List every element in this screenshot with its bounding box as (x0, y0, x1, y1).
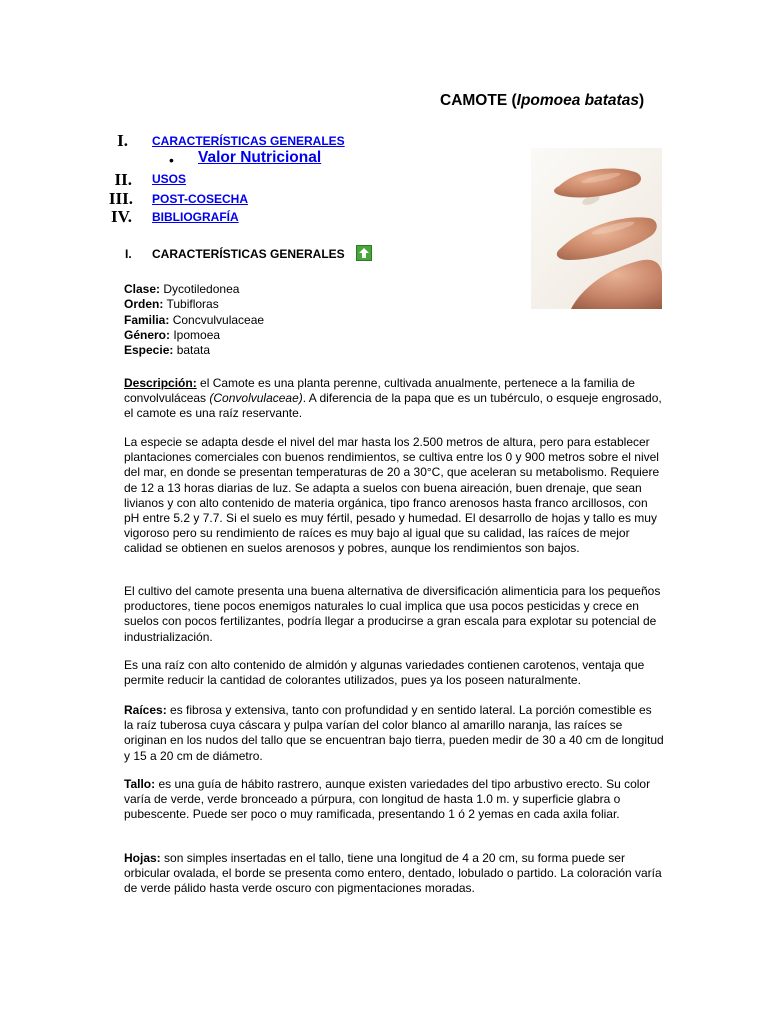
hojas-label: Hojas: (124, 851, 161, 865)
toc-sub-bullet: • (169, 152, 174, 168)
toc-num: III. (108, 189, 133, 208)
toc-link-post-cosecha[interactable]: POST-COSECHA (152, 192, 249, 206)
taxonomy-list (124, 282, 264, 358)
hojas-text: son simples insertadas en el tallo, tiene una longitud de 4 a 20 cm, su forma puede ser orbicular ovalada, el borde se presenta como entero, dentado, lobulado o partido. La coloración varía de verde pálido hasta verde oscuro con pigmentaciones moradas. (124, 851, 662, 896)
taxonomy-row (124, 343, 264, 358)
sweet-potato-photo (531, 148, 662, 309)
toc-link-usos[interactable]: USOS (152, 172, 187, 186)
title-close: ) (638, 92, 645, 109)
taxonomy-label: Familia: (124, 312, 170, 327)
description-paragraph (124, 376, 664, 422)
title-main: CAMOTE ( (440, 92, 517, 109)
section-title: CARACTERÍSTICAS GENERALES (152, 247, 345, 261)
raices-text: es fibrosa y extensiva, tanto con profundidad y en sentido lateral. La porción comestible es la raíz tuberosa cuya cáscara y pulpa varían del color blanco al amarillo naranja, las raíces se originan en los nudos del tallo que se encuentran bajo tierra, pueden medir de 30 a 40 cm de longitud y 15 a 20 cm de diámetro. (124, 703, 664, 763)
body-paragraph: La especie se adapta desde el nivel del mar hasta los 2.500 metros de altura, pero para establecer plantaciones comerciales con buenos rendimientos, se cultiva entre los 0 y 900 metros sobre el nivel del mar, en donde se presentan temperaturas de 20 a 30°C, que aceleran su metabolismo. Requiere de 12 a 13 horas diarias de luz. Se adapta a suelos con buena aireación, buen drenaje, que sean livianos y con alto contenido de materia orgánica, tipo franco arenosos hasta franco arcillosos, con pH entre 5.2 y 7.7. Si el suelo es muy fértil, pesado y humedad. El desarrollo de hojas y tallo es muy vigoroso pero su rendimiento de raíces es muy bajo al igual que su calidad, las raíces de mejor calidad se obtienen en suelos arenosos y pobres, aunque los rendimientos son bajos. (124, 435, 660, 556)
body-paragraph: El cultivo del camote presenta una buena alternativa de diversificación alimenticia para los pequeños productores, tiene pocos enemigos naturales lo cual implica que usa pocos pesticidas y crece en suelos con pocos fertilizantes, podría llegar a producirse a gran escala para explotar su potencial de industrialización. (124, 584, 661, 644)
section-number: I. (125, 247, 132, 261)
tallo-paragraph (124, 777, 664, 823)
taxonomy-value: batata (173, 343, 211, 358)
tallo-label: Tallo: (124, 777, 156, 791)
toc-num: IV. (111, 207, 132, 226)
taxonomy-row (124, 297, 264, 312)
up-arrow-icon[interactable] (356, 245, 372, 261)
raices-label: Raíces: (124, 703, 167, 717)
taxonomy-value: Tubifloras (163, 297, 219, 312)
description-italic: (Convolvulaceae) (209, 391, 303, 406)
taxonomy-label: Orden: (124, 297, 164, 312)
toc-num: I. (117, 131, 128, 150)
hojas-paragraph (124, 851, 664, 897)
taxonomy-label: Género: (124, 327, 171, 342)
taxonomy-label: Clase: (124, 282, 161, 296)
taxonomy-value: Concvulvulaceae (169, 312, 265, 327)
description-text-end: . A diferencia de la papa que es un tubérculo, o esqueje engrosado, el camote es una raíz reservante. (124, 391, 662, 421)
tallo-text: es una guía de hábito rastrero, aunque existen variedades del tipo arbustivo erecto. Su color varía de verde, verde bronceado a púrpura, con longitud de hasta 1.0 m. y superficie glabra o pubescente. Puede ser poco o muy ramificada, presentando 1 ó 2 yemas en cada axila foliar. (124, 777, 651, 822)
taxonomy-row (124, 282, 264, 297)
body-paragraph: Es una raíz con alto contenido de almidón y algunas variedades contienen carotenos, ventaja que permite reducir la cantidad de colorantes utilizados, pues ya los poseen naturalmente. (124, 658, 645, 688)
taxonomy-row (124, 328, 264, 343)
toc-link-caracteristicas[interactable]: CARACTERÍSTICAS GENERALES (152, 134, 345, 148)
description-label: Descripción: (124, 376, 197, 390)
taxonomy-value: Dycotiledonea (160, 282, 240, 296)
title-italic: Ipomoea batatas (516, 92, 639, 109)
toc-link-valor-nutricional[interactable]: Valor Nutricional (198, 149, 322, 166)
taxonomy-row (124, 313, 264, 328)
raices-paragraph (124, 703, 664, 764)
taxonomy-label: Especie: (124, 343, 174, 358)
toc-num: II. (114, 170, 132, 189)
toc-link-bibliografia[interactable]: BIBLIOGRAFÍA (152, 210, 239, 224)
description-text: el Camote es una planta perenne, cultivada anualmente, pertenece a la familia de convolvuláceas (124, 376, 635, 406)
taxonomy-value: Ipomoea (170, 327, 221, 342)
page-title (440, 92, 644, 110)
